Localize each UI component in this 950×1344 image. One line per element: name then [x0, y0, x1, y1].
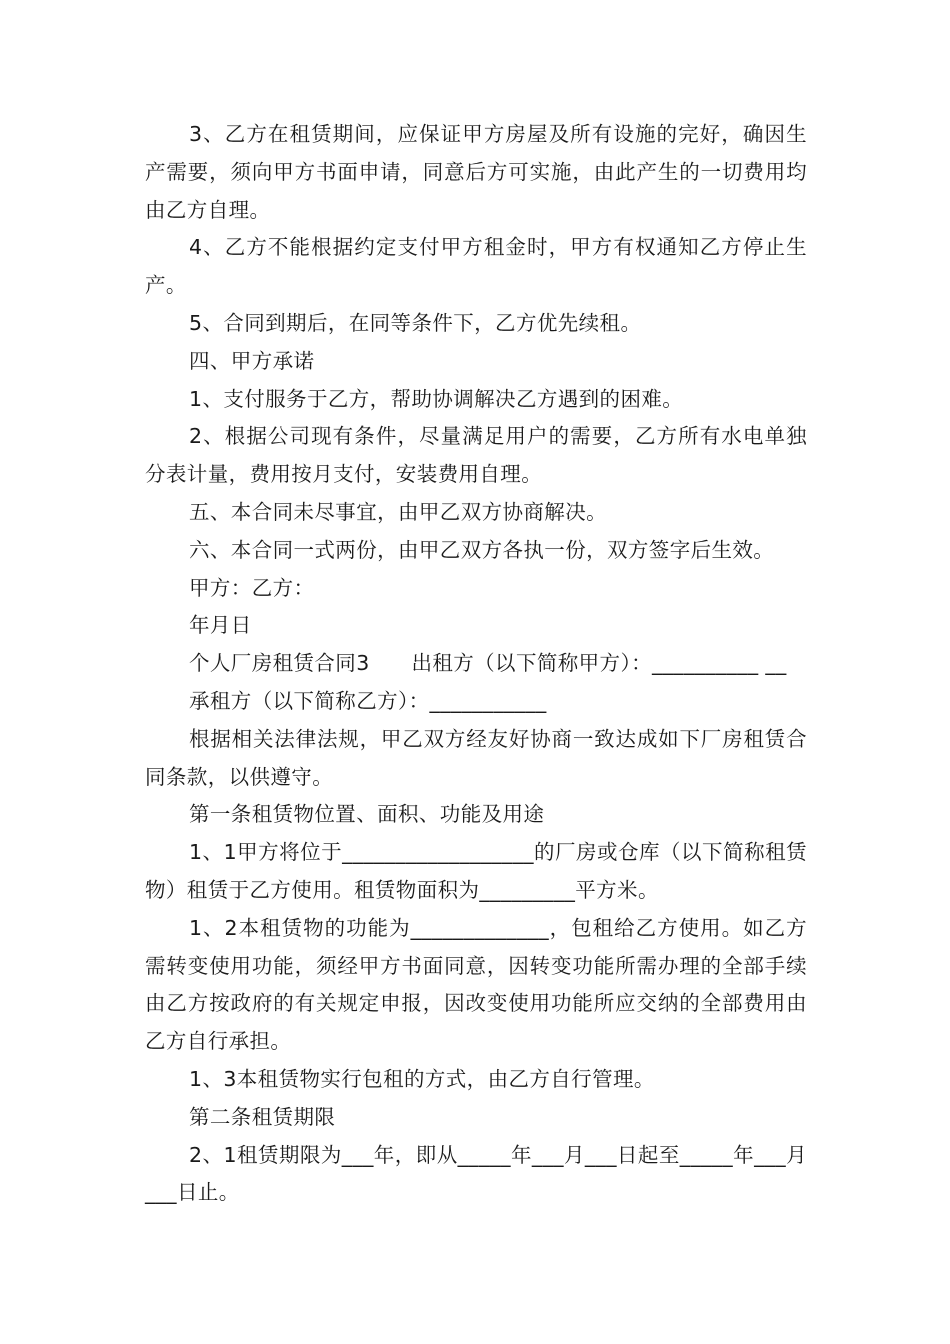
- signature-parties-line: 甲方：乙方：: [189, 575, 315, 600]
- article-2-heading: 第二条租赁期限: [189, 1104, 336, 1129]
- signature-date-line: 年月日: [189, 613, 252, 638]
- clause-3-paragraph: 3、乙方在租赁期间，应保证甲方房屋及所有设施的完好，确因生产需要，须向甲方书面申请，同意后方可实施，由此产生的一切费用均由乙方自理。: [145, 122, 807, 222]
- article-1-1-paragraph: 1、1甲方将位于__________________的厂房或仓库（以下简称租赁物）租赁于乙方使用。租赁物面积为_________平方米。: [145, 840, 807, 902]
- clause-5-paragraph: 5、合同到期后，在同等条件下，乙方优先续租。: [189, 310, 642, 335]
- section-6-paragraph: 六、本合同一式两份，由甲乙双方各执一份，双方签字后生效。: [189, 537, 775, 562]
- article-2-1-paragraph: 2、1租赁期限为___年，即从_____年___月___日起至_____年___月___日止。: [145, 1142, 807, 1205]
- clause-4-paragraph: 4、乙方不能根据约定支付甲方租金时，甲方有权通知乙方停止生产。: [145, 235, 807, 298]
- lessee-line: 承租方（以下简称乙方）：___________: [189, 688, 547, 713]
- commitment-2-paragraph: 2、根据公司现有条件，尽量满足用户的需要，乙方所有水电单独分表计量，费用按月支付，安装费用自理。: [145, 424, 807, 487]
- section-heading-party-a-commitment: 四、甲方承诺: [189, 348, 315, 373]
- article-1-2-paragraph: 1、2本租赁物的功能为_____________，包租给乙方使用。如乙方需转变使用功能，须经甲方书面同意，因转变功能所需办理的全部手续由乙方按政府的有关规定申报，因改变使用功能所应交纳的全部费用由乙方自行承担。: [145, 915, 807, 1054]
- preamble-paragraph: 根据相关法律法规，甲乙双方经友好协商一致达成如下厂房租赁合同条款，以供遵守。: [145, 726, 807, 789]
- document-page: [145, 116, 807, 1212]
- article-1-3-paragraph: 1、3本租赁物实行包租的方式，由乙方自行管理。: [189, 1066, 655, 1091]
- commitment-1-paragraph: 1、支付服务于乙方，帮助协调解决乙方遇到的困难。: [189, 386, 684, 411]
- section-5-paragraph: 五、本合同未尽事宜，由甲乙双方协商解决。: [189, 499, 607, 524]
- contract-3-title-lessor-line: 个人厂房租赁合同3 出租方（以下简称甲方）：__________ __: [189, 651, 787, 676]
- article-1-heading: 第一条租赁物位置、面积、功能及用途: [189, 802, 545, 827]
